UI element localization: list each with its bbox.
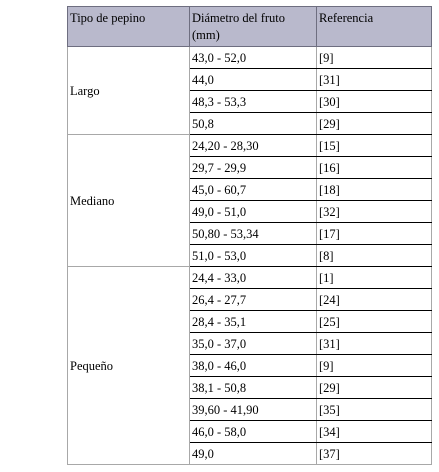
reference-cell: [8] xyxy=(317,245,432,267)
reference-cell: [15] xyxy=(317,135,432,157)
cucumber-diameter-table-container xyxy=(67,6,431,465)
diameter-cell: 49,0 - 51,0 xyxy=(190,201,317,223)
diameter-cell: 39,60 - 41,90 xyxy=(190,399,317,421)
reference-cell: [35] xyxy=(317,399,432,421)
diameter-cell: 44,0 xyxy=(190,69,317,91)
reference-cell: [29] xyxy=(317,113,432,135)
reference-cell: [1] xyxy=(317,267,432,289)
reference-cell: [18] xyxy=(317,179,432,201)
table-row xyxy=(68,135,432,157)
reference-cell: [30] xyxy=(317,91,432,113)
reference-cell: [25] xyxy=(317,311,432,333)
cucumber-type-cell: Pequeño xyxy=(68,267,190,465)
table-row xyxy=(68,47,432,69)
cucumber-type-cell: Mediano xyxy=(68,135,190,267)
diameter-cell: 43,0 - 52,0 xyxy=(190,47,317,69)
reference-cell: [17] xyxy=(317,223,432,245)
header-fruit-diameter: Diámetro del fruto (mm) xyxy=(190,7,317,47)
diameter-cell: 35,0 - 37,0 xyxy=(190,333,317,355)
reference-cell: [31] xyxy=(317,333,432,355)
table-body xyxy=(68,47,432,465)
diameter-cell: 51,0 - 53,0 xyxy=(190,245,317,267)
diameter-cell: 48,3 - 53,3 xyxy=(190,91,317,113)
diameter-cell: 29,7 - 29,9 xyxy=(190,157,317,179)
reference-cell: [9] xyxy=(317,355,432,377)
table-header-row xyxy=(68,7,432,47)
diameter-cell: 38,1 - 50,8 xyxy=(190,377,317,399)
cucumber-type-cell: Largo xyxy=(68,47,190,135)
reference-cell: [32] xyxy=(317,201,432,223)
diameter-cell: 46,0 - 58,0 xyxy=(190,421,317,443)
reference-cell: [9] xyxy=(317,47,432,69)
reference-cell: [29] xyxy=(317,377,432,399)
header-cucumber-type: Tipo de pepino xyxy=(68,7,190,47)
reference-cell: [37] xyxy=(317,443,432,465)
diameter-cell: 38,0 - 46,0 xyxy=(190,355,317,377)
diameter-cell: 26,4 - 27,7 xyxy=(190,289,317,311)
table-row xyxy=(68,267,432,289)
reference-cell: [16] xyxy=(317,157,432,179)
cucumber-diameter-table xyxy=(67,6,432,465)
diameter-cell: 50,8 xyxy=(190,113,317,135)
reference-cell: [31] xyxy=(317,69,432,91)
diameter-cell: 49,0 xyxy=(190,443,317,465)
diameter-cell: 24,20 - 28,30 xyxy=(190,135,317,157)
header-reference: Referencia xyxy=(317,7,432,47)
diameter-cell: 24,4 - 33,0 xyxy=(190,267,317,289)
reference-cell: [34] xyxy=(317,421,432,443)
diameter-cell: 28,4 - 35,1 xyxy=(190,311,317,333)
reference-cell: [24] xyxy=(317,289,432,311)
diameter-cell: 45,0 - 60,7 xyxy=(190,179,317,201)
diameter-cell: 50,80 - 53,34 xyxy=(190,223,317,245)
